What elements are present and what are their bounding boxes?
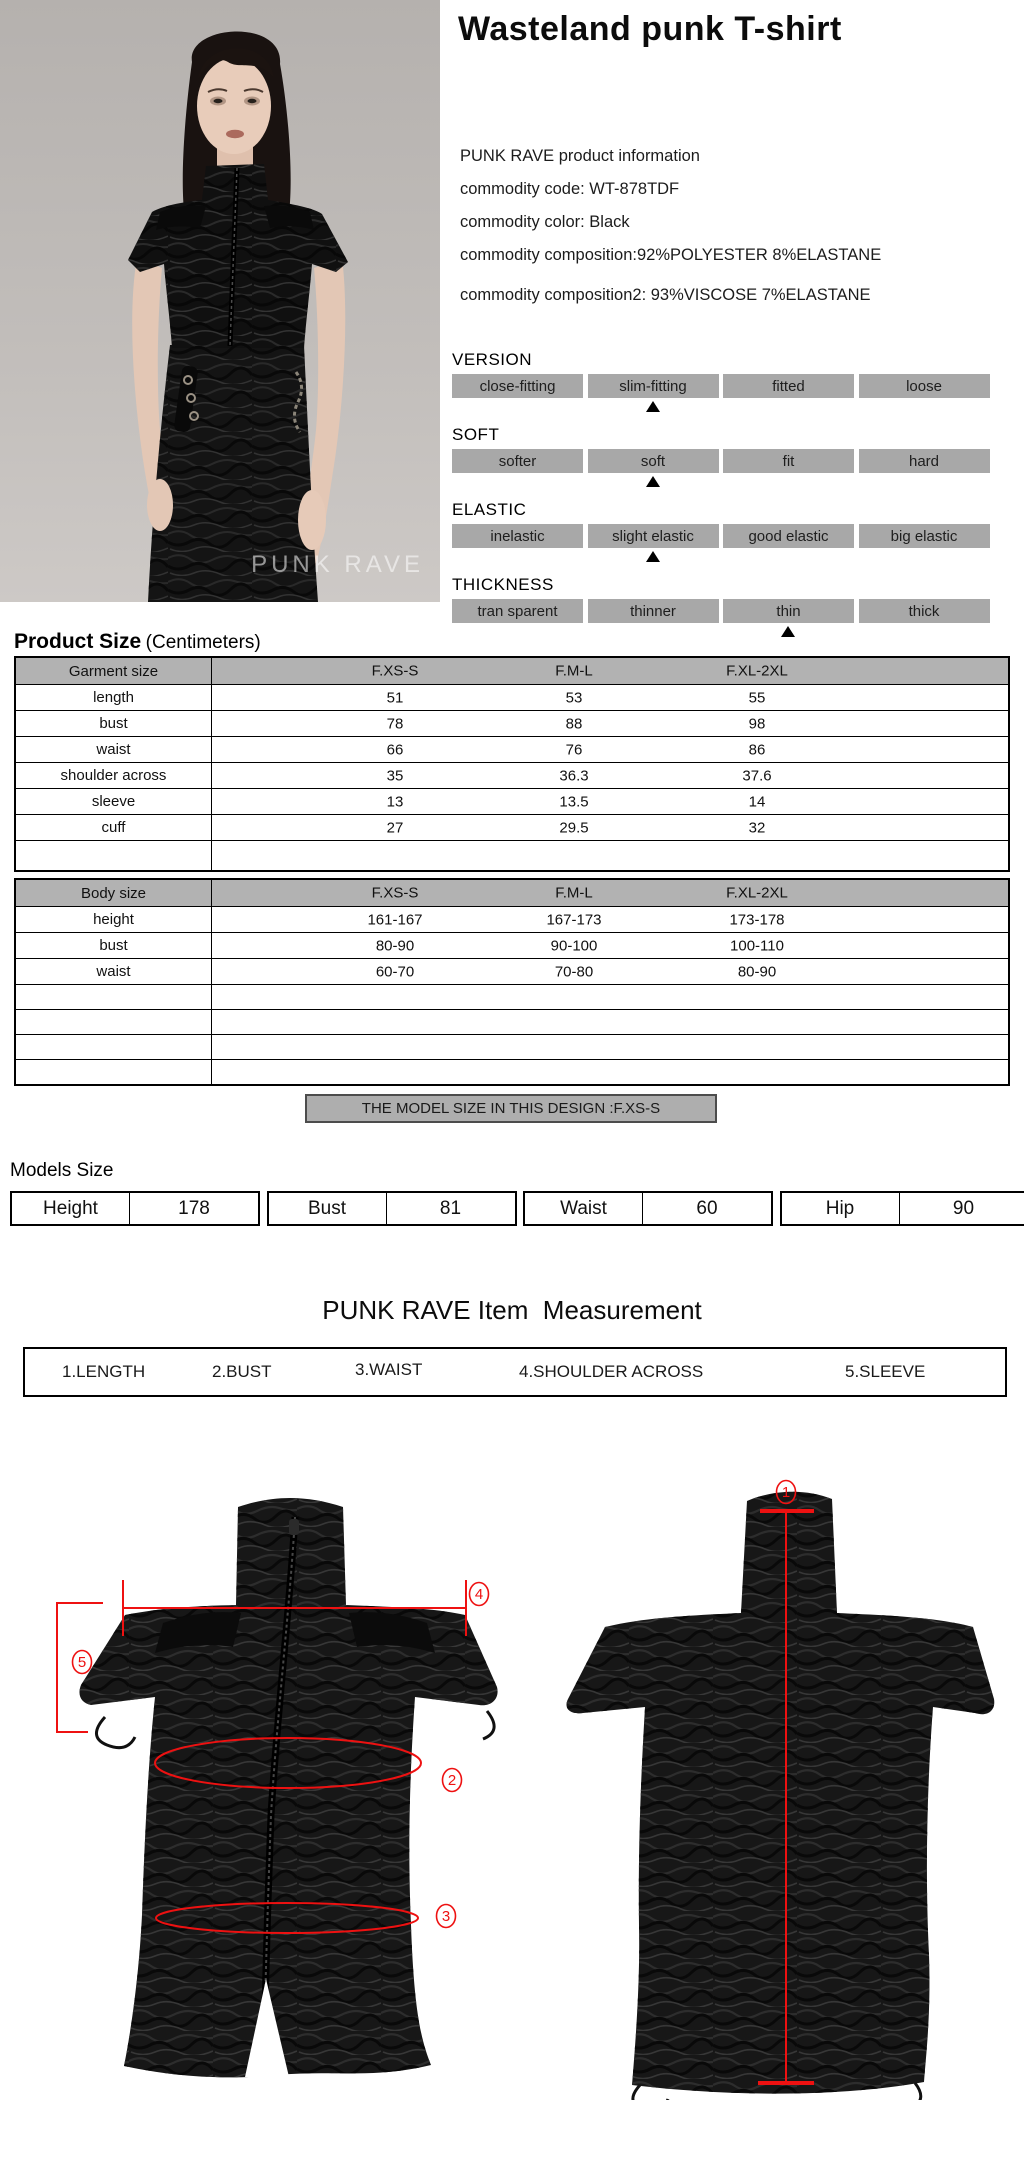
table-cell: 167-173 [546,911,602,928]
back-garment-image [545,1455,1000,2105]
row-label: height [16,907,212,932]
table-header-cell: F.XL-2XL [726,662,788,680]
model-size-label: Height [12,1193,130,1224]
table-row [16,736,1008,762]
attribute-options [452,374,1012,398]
table-header-row [16,880,1008,906]
model-size-note-bar: THE MODEL SIZE IN THIS DESIGN :F.XS-S [305,1094,717,1123]
table-empty-row [16,1009,1008,1034]
attribute-option: close-fitting [452,374,583,398]
table-cell: 37.6 [742,767,772,784]
table-cell: 27 [386,819,404,836]
legend-item-waist: 3.WAIST [355,1360,423,1380]
row-label: waist [16,959,212,984]
attribute-option: good elastic [723,524,854,548]
table-cell: 35 [386,767,404,784]
table-cell: 80-90 [737,963,777,980]
body-size-table [14,878,1010,1086]
svg-text:1: 1 [781,1484,791,1501]
attribute-option: slight elastic [588,524,719,548]
svg-text:2: 2 [447,1772,457,1789]
table-cell: 13.5 [559,793,589,810]
selection-triangle-icon [646,476,660,487]
table-header-cell: Body size [16,880,212,906]
measurement-heading: PUNK RAVE Item Measurement [322,1295,702,1325]
front-garment-image [45,1455,500,2100]
page-title: Wasteland punk T-shirt [458,10,842,48]
row-label: cuff [16,815,212,840]
attribute-option: inelastic [452,524,583,548]
model-size-box [10,1191,260,1226]
table-row [16,762,1008,788]
attribute-label: THICKNESS [452,575,554,594]
table-header-cell: F.XS-S [371,884,419,902]
selection-triangle-icon [781,626,795,637]
legend-item-bust: 2.BUST [212,1362,272,1381]
table-cell: 161-167 [367,911,423,928]
table-cell: 80-90 [375,937,415,954]
attribute-option: fitted [723,374,854,398]
table-cell: 29.5 [559,819,589,836]
attribute-option: big elastic [859,524,990,548]
attribute-option: thin [723,599,854,623]
measurement-legend [23,1347,1007,1397]
table-cell: 60-70 [375,963,415,980]
model-size-label: Hip [782,1193,900,1224]
table-row [16,684,1008,710]
legend-item-shoulder: 4.SHOULDER ACROSS [519,1362,704,1381]
svg-text:3: 3 [441,1908,451,1925]
table-cell: 14 [748,793,766,810]
table-header-cell: F.XS-S [371,662,419,680]
table-cell: 78 [386,715,404,732]
attribute-scales [452,350,1012,650]
table-cell: 36.3 [559,767,589,784]
table-row [16,788,1008,814]
table-header-cell: F.M-L [555,884,593,902]
table-cell: 173-178 [729,911,785,928]
table-cell: 86 [748,741,766,758]
table-cell: 53 [565,689,583,706]
models-size-heading: Models Size [10,1160,114,1181]
model-size-value: 178 [178,1197,210,1219]
model-photo [0,0,440,602]
table-header-cell: F.M-L [555,662,593,680]
commodity-composition2-line: commodity composition2: 93%VISCOSE 7%ELASTANE [460,286,871,304]
model-size-box [267,1191,517,1226]
table-row [16,958,1008,984]
table-cell: 98 [748,715,766,732]
row-label: length [16,685,212,710]
table-empty-row [16,984,1008,1009]
model-size-box [780,1191,1024,1226]
row-label: bust [16,933,212,958]
table-cell: 76 [565,741,583,758]
model-size-value: 60 [696,1197,718,1219]
product-size-heading-bold: Product Size [14,630,142,653]
attribute-option: thinner [588,599,719,623]
model-size-label: Waist [525,1193,643,1224]
legend-item-length: 1.LENGTH [62,1362,146,1381]
table-row [16,710,1008,736]
row-label: sleeve [16,789,212,814]
row-label: bust [16,711,212,736]
attribute-option: softer [452,449,583,473]
attribute-options [452,524,1012,548]
selection-triangle-icon [646,551,660,562]
attribute-group-elastic [452,500,1012,562]
product-info-heading: PUNK RAVE product information [460,147,700,165]
commodity-code-line: commodity code: WT-878TDF [460,180,680,198]
table-empty-row [16,1034,1008,1059]
attribute-option: soft [588,449,719,473]
attribute-label: SOFT [452,425,500,444]
attribute-group-version [452,350,1012,412]
model-size-box [523,1191,773,1226]
legend-item-sleeve: 5.SLEEVE [845,1362,926,1381]
product-info [460,140,881,312]
table-row [16,906,1008,932]
commodity-composition-line: commodity composition:92%POLYESTER 8%ELASTANE [460,246,882,264]
attribute-option: slim-fitting [588,374,719,398]
models-size-row [10,1191,1024,1226]
table-row [16,932,1008,958]
selection-triangle-icon [646,401,660,412]
table-cell: 70-80 [554,963,594,980]
table-header-cell: F.XL-2XL [726,884,788,902]
model-size-value: 90 [952,1197,975,1219]
attribute-option: hard [859,449,990,473]
attribute-label: ELASTIC [452,500,527,519]
attribute-option: tran sparent [452,599,583,623]
attribute-group-thickness [452,575,1012,637]
garment-size-table [14,656,1010,872]
commodity-color-line: commodity color: Black [460,213,630,231]
attribute-group-soft [452,425,1012,487]
table-cell: 66 [386,741,404,758]
row-label: shoulder across [16,763,212,788]
attribute-options [452,599,1012,623]
table-cell: 88 [565,715,583,732]
attribute-option: fit [723,449,854,473]
table-header-cell: Garment size [16,658,212,684]
table-cell: 100-110 [730,937,784,954]
table-cell: 90-100 [550,937,598,954]
table-cell: 55 [748,689,766,706]
watermark-text: PUNK RAVE [251,551,424,578]
model-size-value: 81 [439,1197,462,1219]
table-cell: 32 [748,819,766,836]
model-size-label: Bust [269,1193,387,1224]
row-label: waist [16,737,212,762]
model-photo-image [0,0,440,602]
table-empty-row [16,1059,1008,1084]
attribute-option: loose [859,374,990,398]
attribute-label: VERSION [452,350,533,369]
table-row [16,814,1008,840]
svg-text:5: 5 [77,1654,87,1671]
attribute-options [452,449,1012,473]
svg-text:4: 4 [474,1586,484,1603]
table-cell: 51 [386,689,404,706]
product-size-heading-unit: (Centimeters) [145,632,261,653]
product-size-heading [14,630,261,654]
attribute-option: thick [859,599,990,623]
table-header-row [16,658,1008,684]
table-cell: 13 [386,793,404,810]
table-empty-row [16,840,1008,870]
